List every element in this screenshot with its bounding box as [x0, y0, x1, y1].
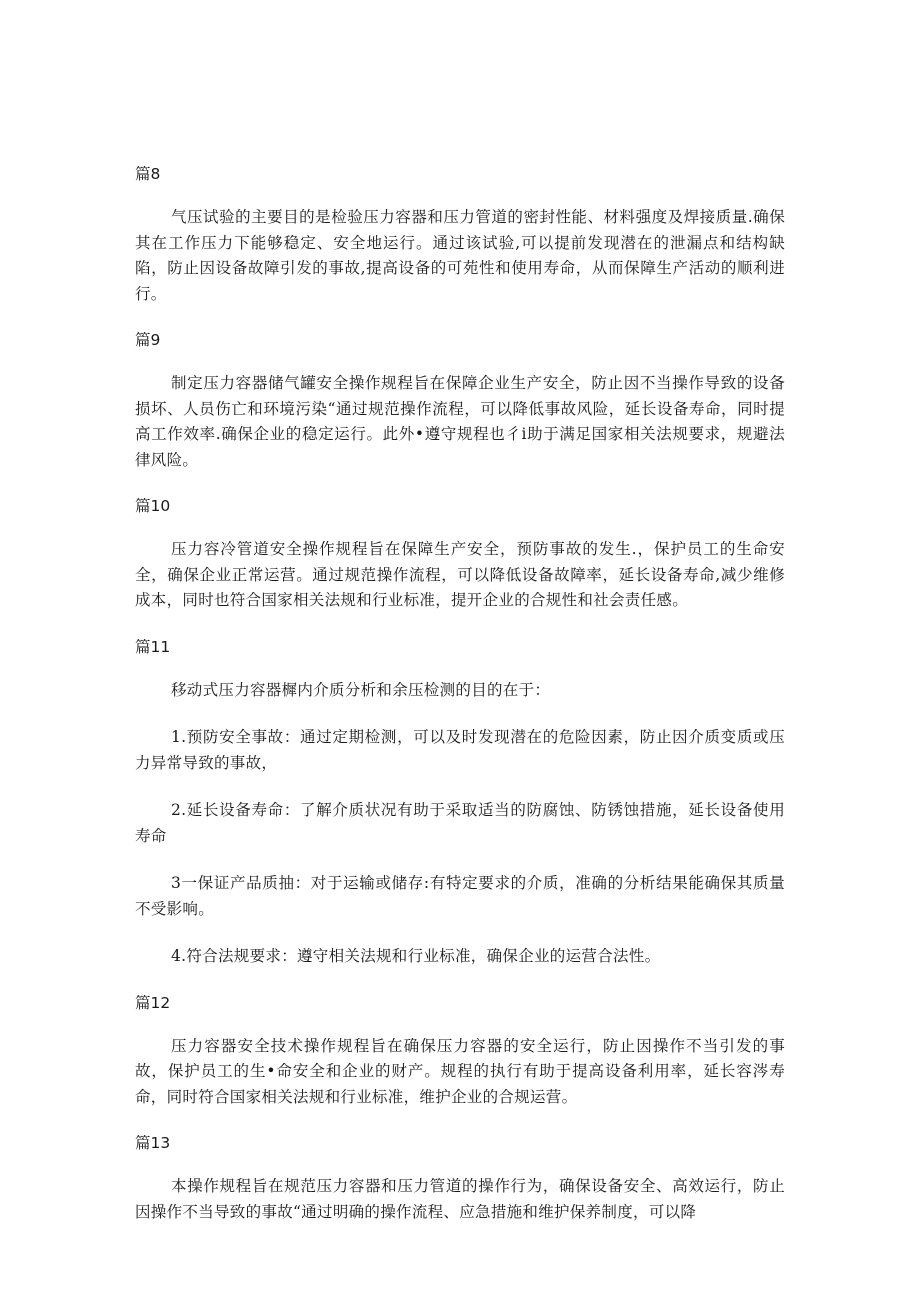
list-item: 4.符合法规要求：遵守相关法规和行业标准，确保企业的运营合法性。: [171, 947, 661, 965]
list-item: 3一保证产品质抽：对于运输或储存:有特定要求的介质，准确的分析结果能确保其质量不受影响。: [135, 874, 785, 918]
section-12: [135, 992, 785, 1111]
paragraph: 本操作规程旨在规范压力容器和压力管道的操作行为，确保设备安全、高效运行，防止因操作不当导致的事故“通过明确的操作流程、应急措施和维护保养制度，可以降: [135, 1177, 785, 1221]
section-heading: 篇10: [135, 497, 171, 515]
section-heading: 篇8: [135, 165, 161, 183]
section-9: [135, 329, 785, 473]
section-heading: 篇11: [135, 637, 171, 656]
list-item: 1.预防安全事故：通过定期检测，可以及时发现潜在的危险因素，防止因介质变质或压力异常导致的事故，: [135, 728, 785, 772]
paragraph: 移动式压力容器樨内介质分析和余压检测的目的在于：: [171, 680, 551, 699]
section-heading: 篇12: [135, 993, 171, 1012]
document-body: [135, 163, 785, 1247]
section-8: [135, 163, 785, 307]
list-item: 2.延长设备寿命：了解介质状况有助于采取适当的防腐蚀、防锈蚀措施，延长设备使用寿命: [135, 801, 785, 845]
section-10: [135, 495, 785, 614]
paragraph: 制定压力容器储气罐安全操作规程旨在保障企业生产安全，防止因不当操作导致的设备损坏、人员伤亡和环境污染“通过规范操作流程，可以降低事故风险，延长设备寿命，同时提高工作效率.确保企业的稳定运行。此外•遵守规程也彳i助于满足国家相关法规要求，规避法律风险。: [135, 374, 785, 469]
section-heading: 篇9: [135, 331, 161, 349]
section-13: [135, 1132, 785, 1225]
paragraph: 压力容冷管道安全操作规程旨在保障生产安全，预防事故的发生.，保护员工的生命安全，确保企业正常运营。通过规范操作流程，可以降低设备故障率，延长设备寿命,减少维修成本，同时也符合国家相关法规和行业标准，提开企业的合规性和社会责任感。: [135, 540, 785, 609]
paragraph: 压力容器安全技术操作规程旨在确保压力容器的安全运行，防止因操作不当引发的事故，保护员工的生•命安全和企业的财产。规程的执行有助于提高设备利用率，延长容涔寿命，同时符合国家相关法规和行业标准，维护企业的合规运营。: [135, 1036, 785, 1106]
section-heading: 篇13: [135, 1134, 171, 1152]
section-11: [135, 636, 785, 970]
paragraph: 气压试验的主要目的是检验压力容器和压力管道的密封性能、材料强度及焊接质量.确保其在工作压力下能够稳定、安全地运行。通过该试验,可以提前发现潜在的泄漏点和结构缺陷，防止因设备故障引发的事故,提高设备的可苑性和使用寿命，从而保障生产活动的顺利进行。: [135, 208, 785, 303]
